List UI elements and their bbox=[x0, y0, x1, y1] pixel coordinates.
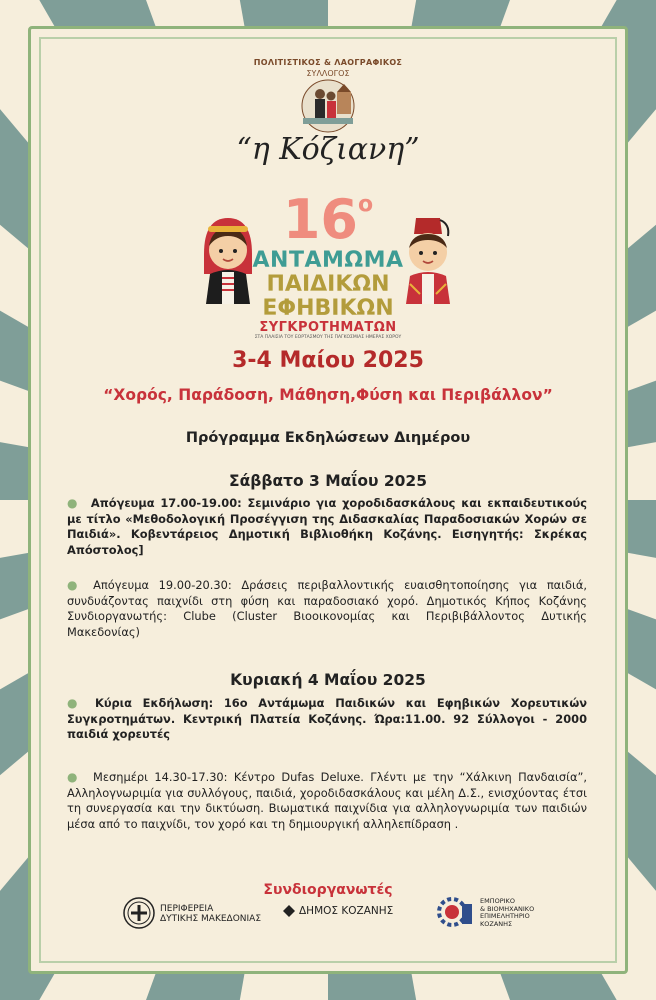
bullet-icon: ● bbox=[67, 770, 81, 784]
program-item-text: Μεσημέρι 14.30-17.30: Κέντρο Dufas Deluxe. Γλέντι με την “Χάλκινη Πανδαισία”, Αλληλογνωριμία για συλλόγους, παιδιά, χοροδιδασκάλους και μέλη Δ.Σ., ενισχύοντας έτσι τη συνεργασία και την δικτύωση. Βιωματικά παιχνίδια για αλληλογνωριμία των παιδιών μέσα από το παιχνίδι, τον χορό και τη δημιουργική αλληλεπίδραση . bbox=[67, 770, 587, 831]
event-title-line-1: ΑΝΤΑΜΩΜΑ bbox=[252, 248, 404, 273]
program-item-text: Απόγευμα 17.00-19.00: Σεμινάριο για χοροδιδασκάλους και εκπαιδευτικούς με τίτλο «Μεθοδολογική Προσέγγιση της Διδασκαλίας Παραδοσιακών Χορών σε Παιδιά». Κοβεντάρειος Δημοτική Βιβλιοθήκη Κοζάνης. Εισηγητής: Σκρέκας Απόστολος] bbox=[67, 496, 587, 557]
co-organizers-title: Συνδιοργανωτές bbox=[263, 882, 393, 898]
program-item-text: Κύρια Εκδήλωση: 16ο Αντάμωμα Παιδικών και Εφηβικών Χορευτικών Συγκροτημάτων. Κεντρική Πλατεία Κοζάνης. Ώρα:11.00. 92 Σύλλογοι - 2000 παιδιά χορευτές bbox=[67, 696, 587, 741]
club-type-text-2: ΣΥΛΛΟΓΟΣ bbox=[306, 69, 350, 78]
program-item bbox=[67, 578, 587, 640]
bullet-icon: ● bbox=[67, 696, 85, 710]
bullet-icon: ● bbox=[67, 578, 84, 592]
region-line-1: ΠΕΡΙΦΕΡΕΙΑ bbox=[160, 904, 214, 914]
chamber-logo-text bbox=[480, 898, 534, 928]
program-item bbox=[67, 696, 587, 743]
day-heading-sunday: Κυριακή 4 Μαΐου 2025 bbox=[230, 671, 426, 689]
club-logo-icon bbox=[293, 78, 363, 134]
region-line-2: ΔΥΤΙΚΗΣ ΜΑΚΕΔΟΝΙΑΣ bbox=[160, 914, 262, 924]
event-motto: “Χορός, Παράδοση, Μάθηση,Φύση και Περιβάλλον” bbox=[103, 386, 553, 404]
edition-number bbox=[0, 188, 656, 251]
chamber-line-2: & ΒΙΟΜΗΧΑΝΙΚΟ bbox=[480, 904, 535, 913]
club-type-text: ΠΟΛΙΤΙΣΤΙΚΟΣ & ΛΑΟΓΡΑΦΙΚΟΣ bbox=[253, 58, 403, 67]
program-title: Πρόγραμμα Εκδηλώσεων Διημέρου bbox=[185, 430, 471, 446]
program-item-text: Απόγευμα 19.00-20.30: Δράσεις περιβαλλοντικής ευαισθητοποίησης για παιδιά, συνδυάζοντας παιχνίδι στη φύση και παραδοσιακό χορό. Δημοτικός Κήπος Κοζάνης Συνδιοργανωτής: Clube (Cluster Βιοοικονομίας και Περιβιβάλλοντος Δυτικής Μακεδονίας) bbox=[67, 578, 587, 639]
event-dates: 3-4 Μαίου 2025 bbox=[232, 348, 424, 373]
chamber-gear-icon bbox=[436, 894, 476, 930]
day-heading-saturday: Σάββατο 3 Μαΐου 2025 bbox=[229, 472, 427, 490]
chamber-line-3: ΕΠΙΜΕΛΗΤΗΡΙΟ bbox=[480, 912, 530, 920]
club-name: “η Κόζιανη” bbox=[236, 132, 420, 167]
event-title-line-4: ΣΥΓΚΡΟΤΗΜΑΤΩΝ bbox=[259, 320, 397, 335]
edition-degree: ο bbox=[358, 192, 374, 217]
program-item bbox=[67, 496, 587, 558]
municipality-logo-text: ΔΗΜΟΣ ΚΟΖΑΝΗΣ bbox=[299, 905, 394, 917]
chamber-line-1: ΕΜΠΟΡΙΚΟ bbox=[480, 897, 515, 905]
chamber-line-4: ΚΟΖΑΝΗΣ bbox=[480, 919, 513, 928]
bullet-icon: ● bbox=[67, 496, 80, 510]
region-logo-text bbox=[160, 904, 261, 924]
edition-number-value: 16 bbox=[282, 188, 359, 251]
municipality-emblem-icon bbox=[282, 904, 296, 918]
program-item bbox=[67, 770, 587, 832]
event-subtitle: ΣΤΑ ΠΛΑΙΣΙΑ ΤΟΥ ΕΟΡΤΑΣΜΟΥ ΤΗΣ ΠΑΓΚΟΣΜΙΑΣ ΗΜΕΡΑΣ ΧΟΡΟΥ bbox=[254, 335, 402, 340]
region-emblem-icon bbox=[122, 896, 156, 930]
event-title-line-2: ΠΑΙΔΙΚΩΝ bbox=[266, 272, 390, 297]
event-title-line-3: ΕΦΗΒΙΚΩΝ bbox=[262, 296, 394, 321]
